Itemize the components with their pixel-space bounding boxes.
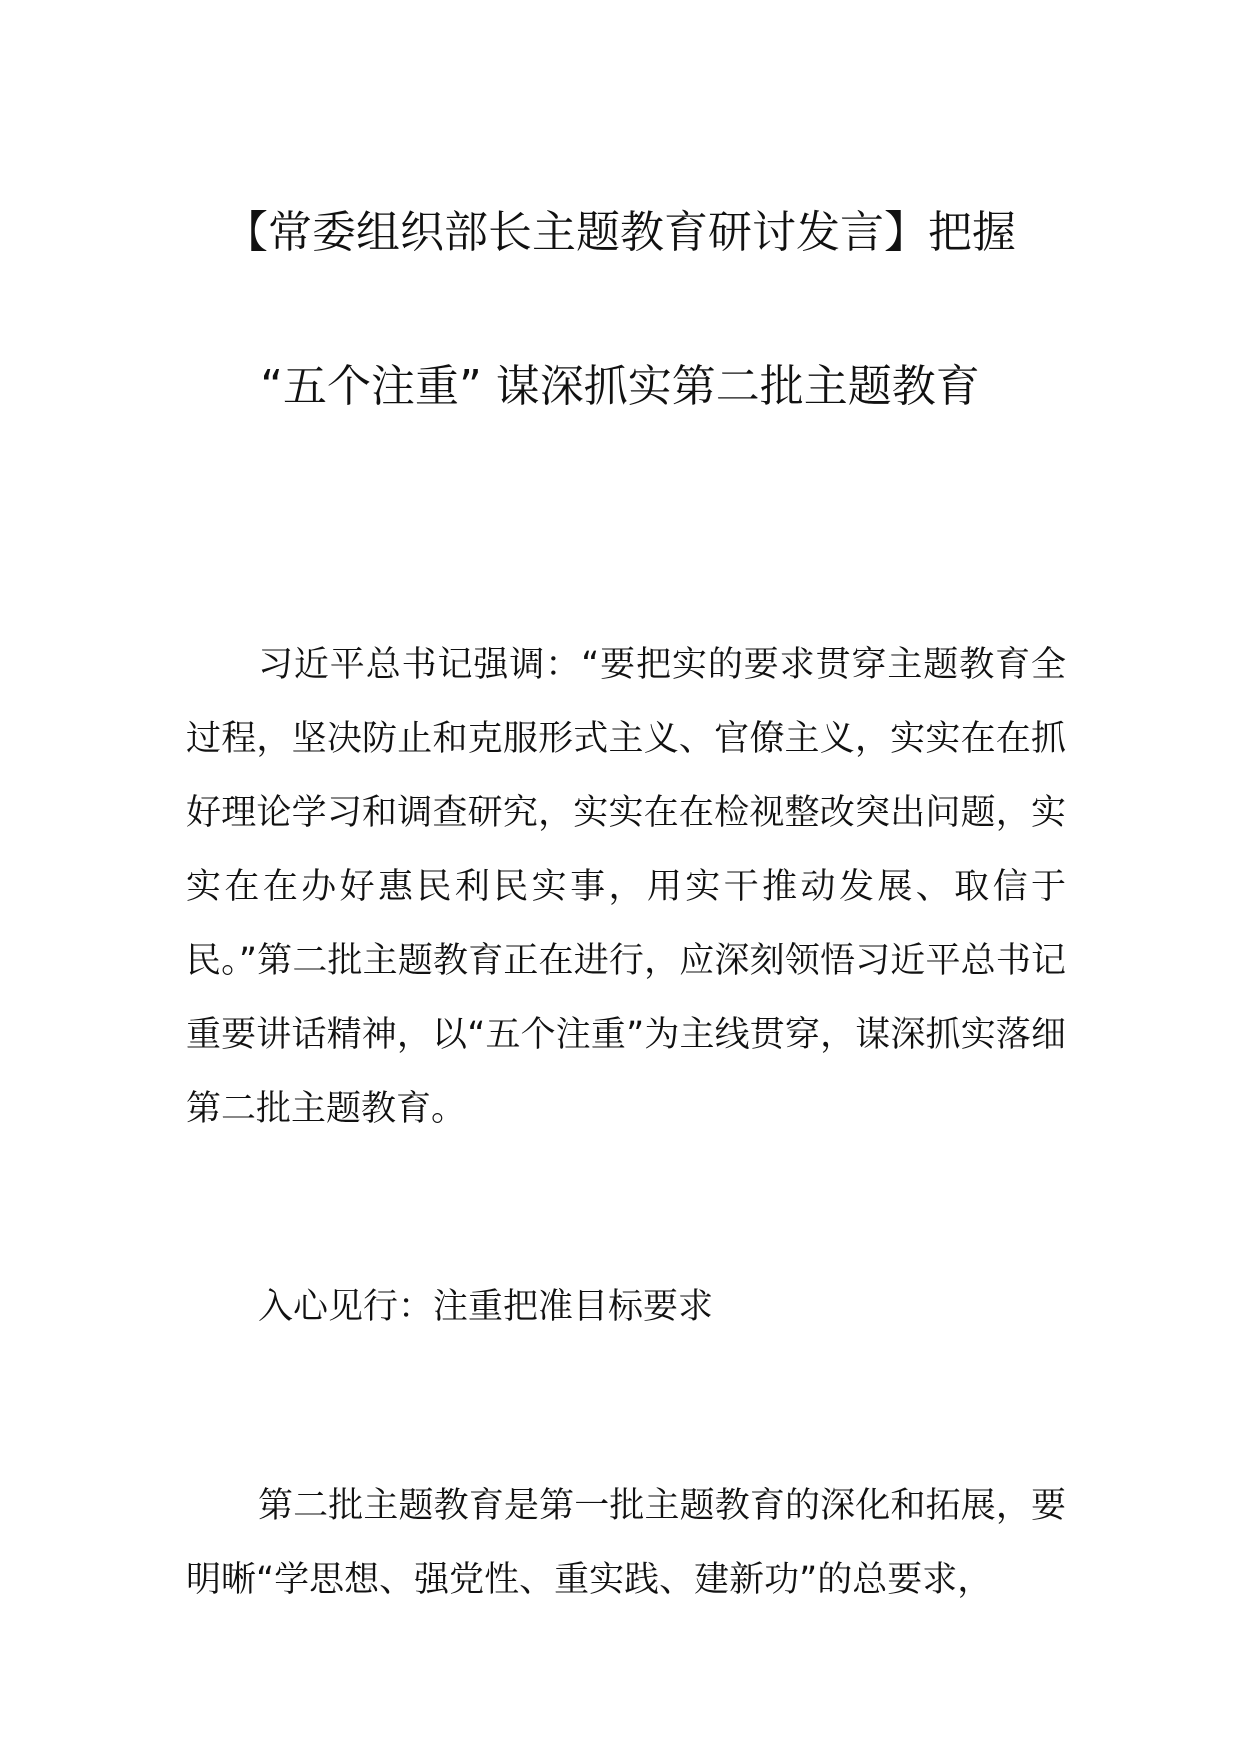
document-title-line-1: 【常委组织部长主题教育研讨发言】把握 bbox=[224, 207, 1016, 258]
body-paragraph-intro: 习近平总书记强调：“要把实的要求贯穿主题教育全过程，坚决防止和克服形式主义、官僚主义，实实在在抓好理论学习和调查研究，实实在在检视整改突出问题，实实在在办好惠民利民实事，用实干推动发展、取信于民。”第二批主题教育正在进行，应深刻领悟习近平总书记重要讲话精神，以“五个注重”为主线贯穿，谋深抓实落细第二批主题教育。 bbox=[186, 645, 1066, 1129]
document-title-line-2: “五个注重” 谋深抓实第二批主题教育 bbox=[260, 361, 980, 412]
body-paragraph-section: 第二批主题教育是第一批主题教育的深化和拓展，要明晰“学思想、强党性、重实践、建新功”的总要求， bbox=[186, 1486, 1066, 1600]
section-heading: 入心见行：注重把准目标要求 bbox=[258, 1287, 714, 1327]
